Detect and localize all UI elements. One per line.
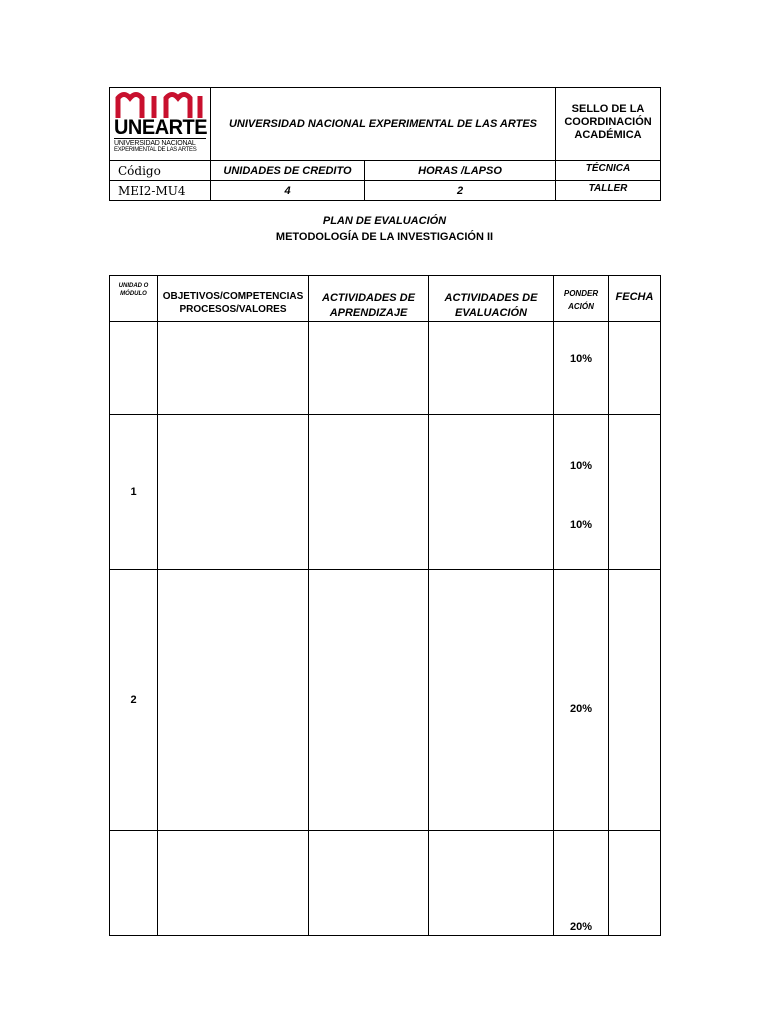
hours-value: 2 xyxy=(365,181,556,201)
weight-value: 10% xyxy=(569,460,593,472)
objectives-cell xyxy=(158,322,309,415)
unit-cell xyxy=(110,322,158,415)
logo-subtitle-1: UNIVERSIDAD NACIONAL xyxy=(114,138,206,147)
seal-line-3: ACADÉMICA xyxy=(574,128,642,141)
header-table xyxy=(109,87,661,201)
table-row xyxy=(110,831,661,936)
evaluation-table xyxy=(109,275,661,936)
weight-value: 10% xyxy=(569,353,593,365)
col-unit-header: UNIDAD O MÓDULO xyxy=(110,276,158,322)
type-label: TÉCNICA xyxy=(556,161,661,181)
date-cell xyxy=(609,322,661,415)
credits-value: 4 xyxy=(211,181,365,201)
unit-cell: 2 xyxy=(110,570,158,831)
weight-cell xyxy=(554,415,609,570)
evaluation-cell xyxy=(429,570,554,831)
logo-subtitle-2: EXPERIMENTAL DE LAS ARTES xyxy=(114,147,197,153)
evaluation-cell xyxy=(429,831,554,936)
unit-cell: 1 xyxy=(110,415,158,570)
col-evaluation-header: ACTIVIDADES DE EVALUACIÓN xyxy=(429,276,554,322)
table-header-row xyxy=(110,276,661,322)
university-name: UNIVERSIDAD NACIONAL EXPERIMENTAL DE LAS ARTES xyxy=(211,88,556,161)
seal-line-1: SELLO DE LA xyxy=(571,102,645,115)
seal-line-2: COORDINACIÓN xyxy=(564,115,652,128)
learning-cell xyxy=(309,570,429,831)
weight-cell xyxy=(554,570,609,831)
logo-name: UNEARTE xyxy=(114,116,208,139)
learning-cell xyxy=(309,831,429,936)
objectives-cell xyxy=(158,570,309,831)
learning-cell xyxy=(309,322,429,415)
col-weight-header: PONDER ACIÓN xyxy=(554,276,609,322)
weight-cell xyxy=(554,831,609,936)
type-value: TALLER xyxy=(556,181,661,201)
weight-value: 10% xyxy=(569,519,593,531)
table-row xyxy=(110,415,661,570)
seal-box xyxy=(556,88,661,161)
title-plan: PLAN DE EVALUACIÓN xyxy=(322,215,447,227)
col-learning-header: ACTIVIDADES DE APRENDIZAJE xyxy=(309,276,429,322)
evaluation-cell xyxy=(429,415,554,570)
table-row xyxy=(110,322,661,415)
unit-cell xyxy=(110,831,158,936)
weight-value: 20% xyxy=(569,703,593,715)
col-objectives-header: OBJETIVOS/COMPETENCIAS PROCESOS/VALORES xyxy=(158,276,309,322)
evaluation-cell xyxy=(429,322,554,415)
date-cell xyxy=(609,570,661,831)
date-cell xyxy=(609,415,661,570)
date-cell xyxy=(609,831,661,936)
objectives-cell xyxy=(158,831,309,936)
codigo-value: MEI2-MU4 xyxy=(110,181,211,201)
hours-label: HORAS /LAPSO xyxy=(365,161,556,181)
learning-cell xyxy=(309,415,429,570)
logo xyxy=(110,88,211,161)
col-date-header: FECHA xyxy=(609,276,661,322)
unearte-logo-mark xyxy=(114,92,208,118)
table-row xyxy=(110,570,661,831)
weight-value: 20% xyxy=(569,921,593,933)
weight-cell xyxy=(554,322,609,415)
credits-label: UNIDADES DE CREDITO xyxy=(211,161,365,181)
objectives-cell xyxy=(158,415,309,570)
codigo-label: Código xyxy=(110,161,211,181)
title-course: METODOLOGÍA DE LA INVESTIGACIÓN II xyxy=(275,231,494,243)
